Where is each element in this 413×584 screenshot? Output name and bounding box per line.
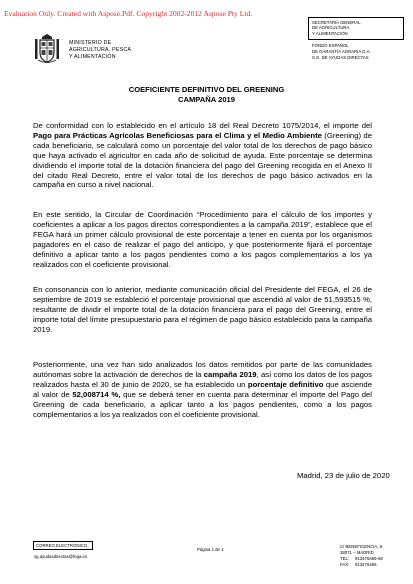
email-label-box: CORREO ELECTRÓNICO	[33, 541, 93, 550]
watermark: Evaluation Only. Created with Aspose.Pdf. Copyright 2002-2012 Aspose Pty Ltd.	[4, 9, 253, 18]
page-number: Página 1 de 1	[197, 547, 224, 552]
ministry-name: MINISTERIO DE AGRICULTURA, PESCA Y ALIMENTACIÓN	[69, 40, 132, 61]
document-subtitle: CAMPAÑA 2019	[178, 95, 235, 104]
paragraph-1: De conformidad con lo establecido en el artículo 18 del Real Decreto 1075/2014, el importe del Pago para Prácticas Agrícolas Beneficiosas para el Clima y el Medio Ambiente (Greening) de cada beneficiario, se calculará como un porcentaje del valor total de los derechos de pago básico que haya activado el agricultor en cada año de solicitud de ayuda. Este porcentaje se determina dividiendo el importe total de la dotación financiera del pago del Greening recogida en el Anexo II del citado Real Decreto, entre el valor total de los derechos de pago básico activados en la campaña en curso a nivel nacional.	[33, 121, 372, 190]
paragraph-4: Posteriormente, una vez han sido analizados los datos remitidos por parte de las comunidades autónomas sobre la activación de derechos de la campaña 2019, así como los datos de los pagos realizados hasta el 30 de junio de 2020, se ha establecido un porcentaje definitivo que asciende al valor de 52,008714 %, que se deberá tener en cuenta para determinar el importe del Pago del Greening de cada beneficiario, a aplicar tanto a los pagos pendientes, como a los pagos complementarios a los ya realizados con el coeficiente provisional.	[33, 360, 372, 419]
paragraph-2: En este sentido, la Circular de Coordinación “Procedimiento para el cálculo de los importes y coeficientes a aplicar a los pagos directos correspondientes a la campaña 2019”, establece que el FEGA hará un primer cálculo provisional de este porcentaje a tener en cuenta por los organismos pagadores en el caso de realizar el pago del anticipo, y que posteriormente fijará el porcentaje definitivo a aplicar tanto a los pagos pendientes como a los pagos complementarios a los ya realizados con el coeficiente provisional.	[33, 210, 372, 269]
coat-of-arms-icon	[34, 33, 60, 65]
email-link[interactable]: sg.ayudasdirectas@fega.es	[34, 554, 88, 559]
paragraph-3: En consonancia con lo anterior, mediante comunicación oficial del Presidente del FEGA, el 26 de septiembre de 2019 se estableció el porcentaje provisional que ascendió al valor de 51,593515 %, resultante de dividir el importe total de la dotación financiera para el pago del Greening, entre el importe total del límite presupuestario para el régimen de pago básico establecido para la campaña 2019.	[33, 285, 372, 334]
footer-address: C/ BENEFICENCIA, 8 28071 – MADRID TEL: 913476466-68 FAX: 913476465	[340, 544, 383, 567]
document-date: Madrid, 23 de julio de 2020	[297, 471, 390, 480]
secretaria-box: SECRETARÍA GENERAL DE AGRICULTURA Y ALIMENTACIÓN	[308, 17, 404, 40]
document-title: COEFICIENTE DEFINITIVO DEL GREENING	[128, 85, 285, 94]
fondo-header: FONDO ESPAÑOL DE GARANTÍA AGRARIA O.A. S.G. DE AYUDAS DIRECTAS	[312, 43, 371, 61]
